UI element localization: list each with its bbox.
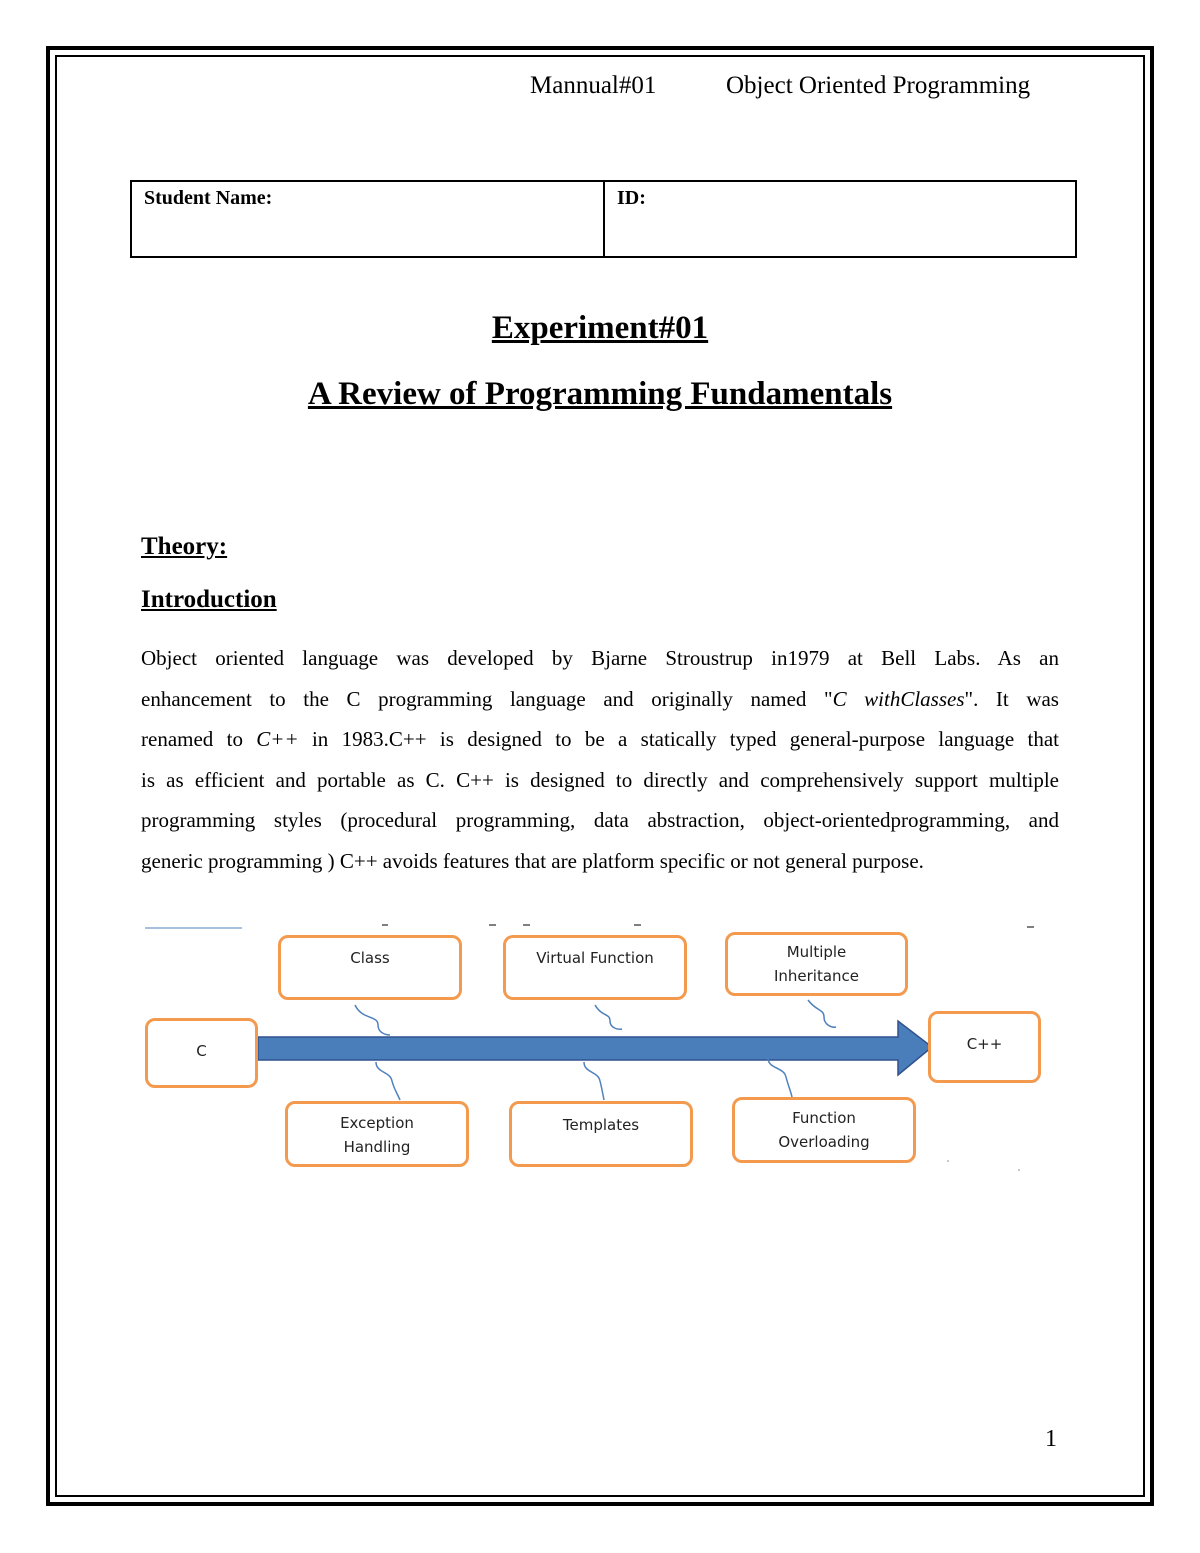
paragraph-line: renamed to C++ in 1983.C++ is designed to be a statically typed general-purpose language that: [141, 727, 1059, 752]
c-to-cpp-evolution-diagram: [140, 915, 1050, 1190]
italic-term: C++: [256, 727, 299, 752]
box-class: [278, 935, 462, 1000]
manual-number: Mannual#01: [530, 72, 657, 99]
connector-class: [355, 1005, 390, 1035]
page-header: [530, 72, 1030, 100]
box-class-label: Class: [350, 949, 390, 967]
connector-function-overloading: [768, 1058, 792, 1097]
box-exception-handling: [285, 1101, 469, 1167]
paragraph-line: programming styles (procedural programming, data abstraction, object-orientedprogramming, and: [141, 808, 1059, 833]
italic-term: C withClasses: [832, 686, 965, 711]
progression-arrow: [258, 1021, 932, 1075]
decorative-dot: [947, 1160, 949, 1162]
paragraph-line: enhancement to the C programming language and originally named "C withClasses". It was: [141, 686, 1059, 711]
box-cpp: [928, 1011, 1041, 1083]
box-c: [145, 1018, 258, 1088]
connector-virtual-function: [595, 1005, 622, 1029]
box-handling-label: Handling: [343, 1138, 411, 1156]
introduction-heading: Introduction: [141, 586, 277, 613]
box-exception-label: Exception: [340, 1114, 414, 1132]
connector-exception-handling: [376, 1062, 400, 1100]
paragraph-line: generic programming ) C++ avoids features that are platform specific or not general purpose.: [141, 848, 924, 873]
box-templates-label: Templates: [562, 1116, 640, 1134]
student-id-label: ID:: [617, 187, 646, 209]
paragraph-line: is as efficient and portable as C. C++ is designed to directly and comprehensively support multiple: [141, 767, 1059, 792]
box-templates: [509, 1101, 693, 1167]
experiment-subtitle: A Review of Programming Fundamentals: [307, 376, 893, 412]
course-title: Object Oriented Programming: [726, 72, 1031, 99]
paragraph-line: Object oriented language was developed by Bjarne Stroustrup in1979 at Bell Labs. As an: [141, 646, 1059, 670]
box-function-label: Function: [792, 1109, 856, 1127]
decorative-dot: [1018, 1169, 1020, 1171]
student-name-label: Student Name:: [144, 187, 273, 209]
student-info-table: [130, 180, 1077, 258]
box-overloading-label: Overloading: [778, 1133, 870, 1151]
box-c-label: C: [196, 1042, 207, 1060]
connector-templates: [584, 1062, 604, 1100]
box-virtual-function: [503, 935, 687, 1000]
box-inheritance-label: Inheritance: [773, 967, 860, 985]
page-number: 1: [1045, 1426, 1057, 1452]
theory-heading: Theory:: [141, 533, 228, 560]
box-multiple-inheritance: [725, 932, 908, 996]
experiment-title: Experiment#01: [491, 310, 709, 346]
box-cpp-label: C++: [966, 1035, 1003, 1053]
connector-multiple-inheritance: [808, 1000, 836, 1027]
box-virtual-function-label: Virtual Function: [536, 949, 654, 967]
student-id-cell[interactable]: [605, 182, 1075, 256]
introduction-paragraph: [141, 638, 1059, 882]
student-name-cell[interactable]: [132, 182, 605, 256]
box-multiple-label: Multiple: [786, 943, 847, 961]
box-function-overloading: [732, 1097, 916, 1163]
